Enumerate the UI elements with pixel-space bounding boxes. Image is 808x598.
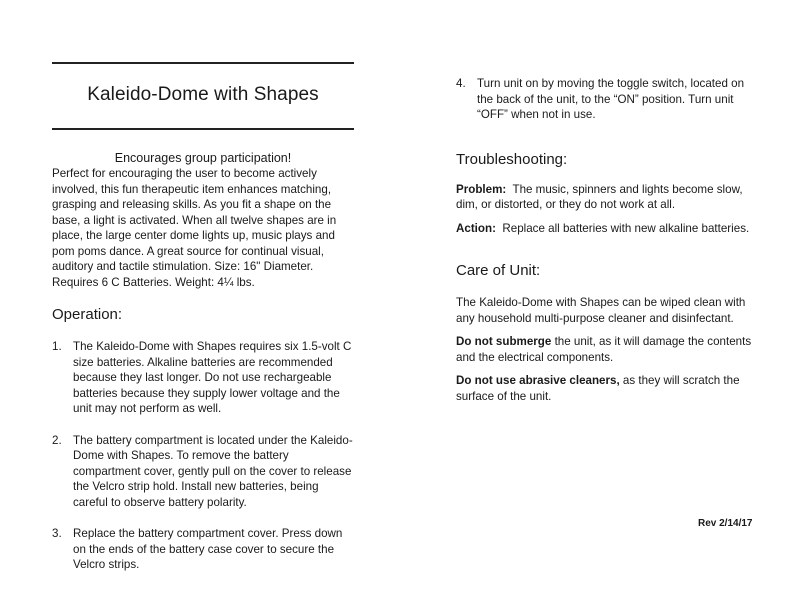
step-text: The Kaleido-Dome with Shapes requires six 1.5-volt C size batteries. Alkaline batteries are recommended because they last longer. Do not use rechargeable batteries because they supply lower voltage and the unit may not perform as well.: [73, 340, 352, 415]
step-number: 2.: [52, 433, 62, 447]
action-label: Action:: [456, 221, 496, 235]
operation-step: [52, 339, 354, 417]
revision-label: Rev 2/14/17: [698, 518, 753, 529]
step-text: The battery compartment is located under the Kaleido-Dome with Shapes. To remove the battery compartment cover, gently pull on the cover to release the Velcro strip hold. Install new batteries, being careful to observe battery polarity.: [73, 433, 353, 509]
care-warning-submerge: Do not submerge: [456, 335, 552, 348]
problem-paragraph: [456, 182, 756, 213]
problem-label: Problem:: [456, 182, 507, 196]
care-paragraph-3: [456, 373, 756, 404]
operation-step: [456, 76, 756, 123]
care-paragraph-2: [456, 334, 756, 365]
operation-heading: Operation:: [52, 306, 123, 323]
problem-text: The music, spinners and lights become slow, dim, or distorted, or they do not work at all.: [456, 182, 743, 211]
operation-step: [52, 526, 354, 573]
step-text: Replace the battery compartment cover. Press down on the ends of the battery case cover to secure the Velcro strips.: [73, 527, 343, 571]
step-number: 1.: [52, 340, 62, 353]
operation-steps: [52, 339, 354, 573]
action-paragraph: [456, 221, 756, 237]
subheading: Encourages group participation!: [114, 151, 292, 165]
title-rule-bottom: [52, 128, 354, 130]
care-text-abrasive: as they will scratch the surface of the unit.: [456, 374, 740, 403]
care-text-submerge: the unit, as it will damage the contents and the electrical components.: [456, 335, 752, 364]
care-heading: Care of Unit:: [456, 262, 541, 279]
right-column: [456, 76, 756, 404]
care-warning-abrasive: Do not use abrasive cleaners,: [456, 374, 620, 387]
troubleshooting-heading: Troubleshooting:: [456, 150, 568, 168]
step-number: 4.: [456, 77, 466, 90]
operation-steps-continued: [456, 76, 756, 123]
intro-paragraph: Perfect for encouraging the user to become actively involved, this fun therapeutic item enhances matching, grasping and releasing skills. As you fit a shape on the base, a light is activated. When all twelve shapes are in place, the large center dome lights up, music plays and pom poms dance. A great source for continual visual, auditory and tactile stimulation. Size: 16" Diameter. Requires 6 C Batteries. Weight: 4¼ lbs.: [52, 167, 337, 289]
action-text: Replace all batteries with new alkaline batteries.: [502, 221, 750, 235]
operation-step: [52, 433, 354, 511]
care-paragraph-1: The Kaleido-Dome with Shapes can be wiped clean with any household multi-purpose cleaner and disinfectant.: [456, 296, 746, 325]
step-number: 3.: [52, 527, 62, 540]
page-title: Kaleido-Dome with Shapes: [87, 84, 319, 105]
step-text: Turn unit on by moving the toggle switch, located on the back of the unit, to the “ON” position. Turn unit “OFF” when not in use.: [477, 77, 745, 121]
left-column: [52, 62, 354, 573]
